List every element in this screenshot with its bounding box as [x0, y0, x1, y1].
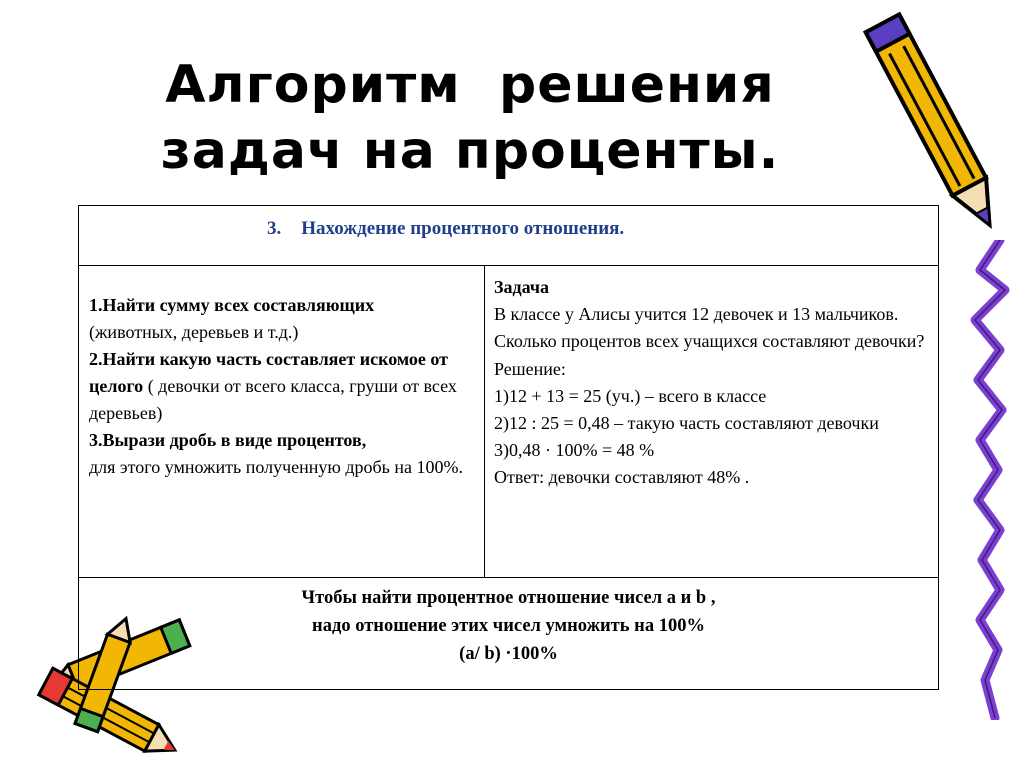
task-label: Задача [494, 277, 550, 297]
rule-line-2: надо отношение этих чисел умножить на 100% [312, 616, 705, 636]
squiggle-line-icon [960, 240, 1020, 720]
solution-step-1: 1)12 + 13 = 25 (уч.) – всего в классе [494, 385, 767, 406]
title-line-2: задач на проценты. [160, 121, 780, 181]
table-heading-row [79, 206, 938, 266]
section-heading-text: Нахождение процентного отношения. [301, 218, 625, 239]
algorithm-step-1: 1.Найти сумму всех составляющих [89, 295, 375, 315]
rule-row [79, 577, 938, 689]
algorithm-step-1-note: (животных, деревьев и т.д.) [89, 322, 299, 342]
rule-formula: (a/ b) ·100% [459, 644, 558, 664]
rule-line-1: Чтобы найти процентное отношение чисел a и b , [301, 588, 716, 608]
solution-step-3: 3)0,48 · 100% = 48 % [494, 440, 655, 461]
algorithm-cell [79, 266, 485, 577]
section-number: 3. [267, 218, 282, 239]
answer: Ответ: девочки составляют 48% . [494, 467, 750, 488]
algorithm-step-3-note: для этого умножить полученную дробь на 100%. [89, 457, 463, 477]
page-title [150, 52, 790, 184]
section-heading [267, 218, 624, 240]
algorithm-step-2: 2.Найти какую часть составляет искомое от целого [89, 349, 449, 396]
algorithm-step-2-note: ( девочки от всего класса, груши от всех деревьев) [89, 376, 457, 423]
algorithm-step-3: 3.Вырази дробь в виде процентов, [89, 430, 367, 450]
task-cell [485, 266, 938, 577]
content-table [78, 205, 939, 690]
title-line-1: Алгоритм решения [165, 55, 775, 115]
solution-label: Решение: [494, 358, 566, 379]
task-statement: В классе у Алисы учится 12 девочек и 13 мальчиков. Сколько процентов всех учащихся составляют девочки? [494, 304, 925, 352]
solution-step-2: 2)12 : 25 = 0,48 – такую часть составляют девочки [494, 413, 879, 434]
